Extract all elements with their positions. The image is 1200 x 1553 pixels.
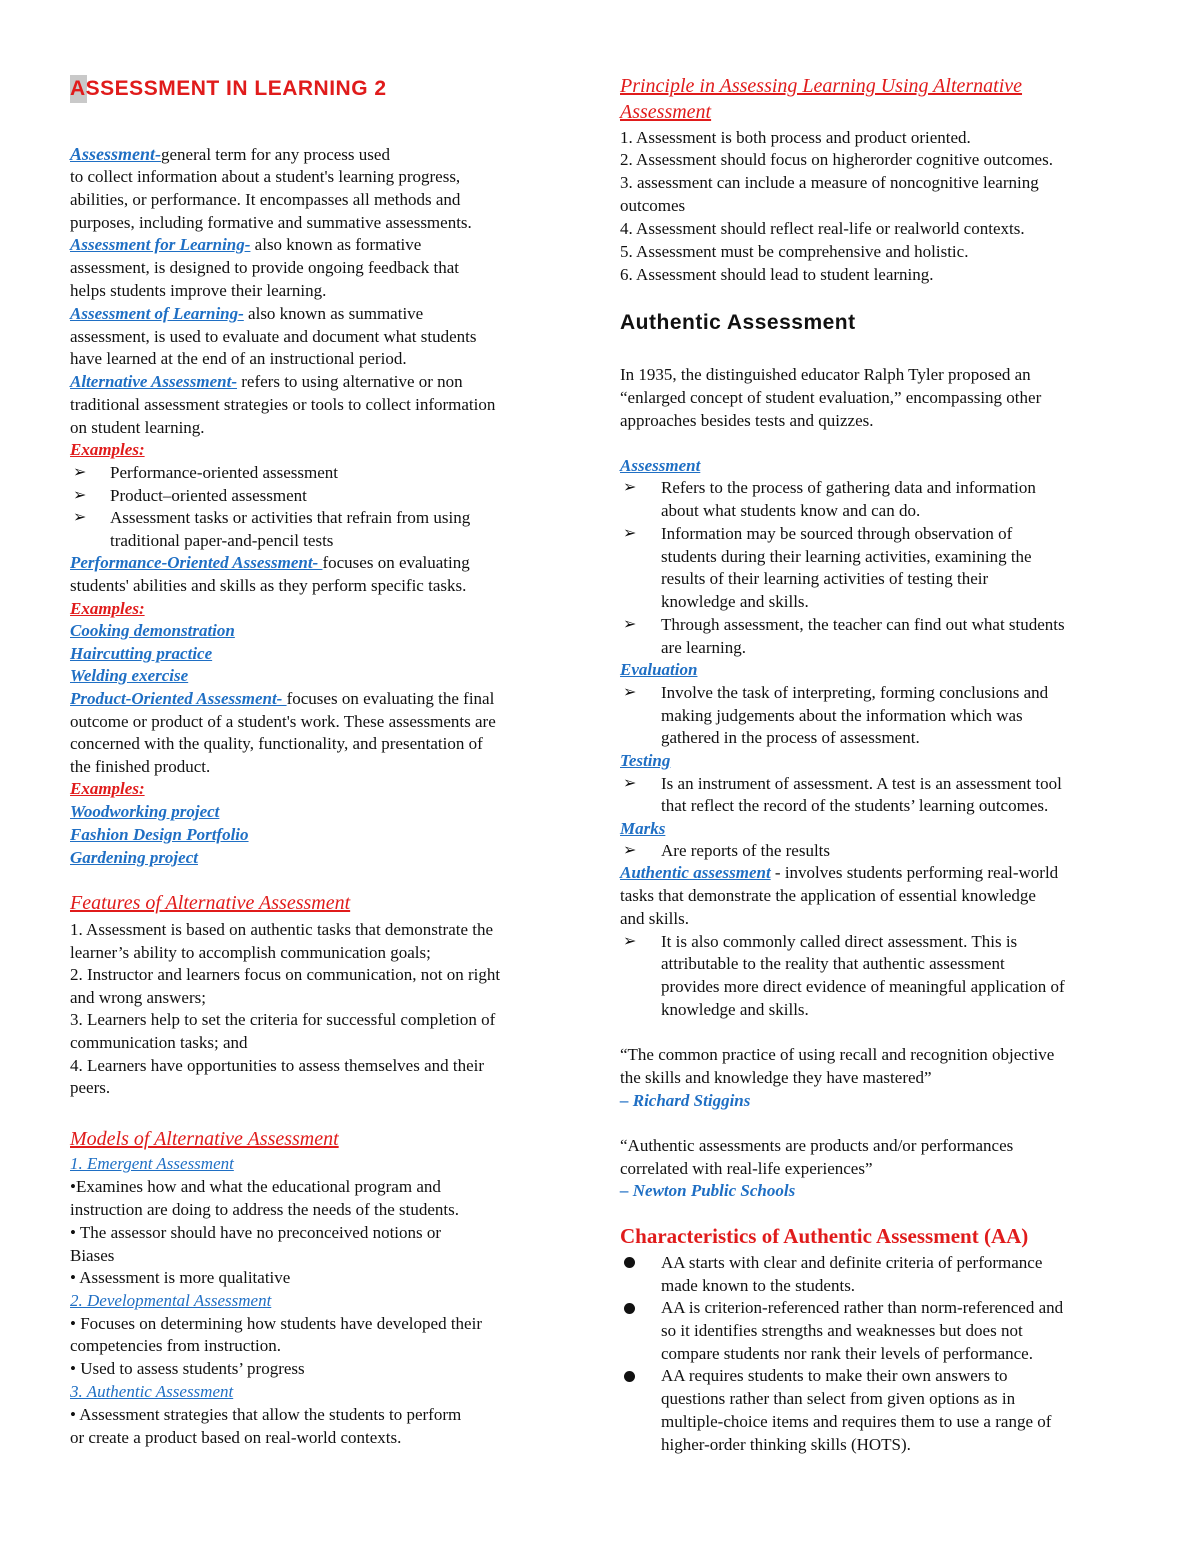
- principle-title-line2: Assessment: [620, 101, 712, 123]
- text-line: and skills.: [620, 909, 689, 928]
- text-line: “enlarged concept of student evaluation,” encompassing other: [620, 388, 1042, 407]
- list-item: students during their learning activities, examining the: [661, 547, 1032, 566]
- examples-label: Examples:: [70, 440, 145, 459]
- text-line: purposes, including formative and summative assessments.: [70, 213, 472, 232]
- list-item: Is an instrument of assessment. A test is an assessment tool: [661, 774, 1062, 793]
- assessment-label: Assessment: [620, 456, 701, 475]
- evaluation-label: Evaluation: [620, 660, 698, 679]
- text-line: • The assessor should have no preconceived notions or: [70, 1223, 442, 1242]
- list-item: knowledge and skills.: [661, 1000, 809, 1019]
- list-item: questions rather than select from given options as in: [661, 1389, 1016, 1408]
- afl-definition: Assessment for Learning- also known as formative: [70, 235, 422, 254]
- list-item: AA starts with clear and definite criteria of performance: [661, 1253, 1043, 1272]
- model3-title: 3. Authentic Assessment: [70, 1382, 234, 1401]
- list-item: Performance-oriented assessment: [110, 463, 338, 482]
- alt-definition: Alternative Assessment- refers to using alternative or non: [70, 372, 463, 391]
- arrow-bullet-icon: ➢: [623, 933, 637, 950]
- text-line: or create a product based on real-world contexts.: [70, 1428, 402, 1447]
- text-line: approaches besides tests and quizzes.: [620, 411, 874, 430]
- text-line: outcome or product of a student's work. These assessments are: [70, 712, 496, 731]
- text-line: assessment, is designed to provide ongoing feedback that: [70, 258, 460, 277]
- features-title: Features of Alternative Assessment: [70, 892, 351, 914]
- feature-line: peers.: [70, 1078, 111, 1097]
- dot-bullet-icon: [624, 1369, 635, 1387]
- afl-term: Assessment for Learning-: [70, 235, 251, 254]
- list-item: AA requires students to make their own answers to: [661, 1366, 1008, 1385]
- list-item: gathered in the process of assessment.: [661, 728, 920, 747]
- list-item: traditional paper-and-pencil tests: [110, 531, 334, 550]
- text-line: competencies from instruction.: [70, 1336, 282, 1355]
- list-item: about what students know and can do.: [661, 501, 921, 520]
- list-item: Assessment tasks or activities that refrain from using: [110, 508, 471, 527]
- prod-example: Gardening project: [70, 848, 198, 867]
- models-title: Models of Alternative Assessment: [70, 1128, 339, 1150]
- quote-line: correlated with real-life experiences”: [620, 1159, 873, 1178]
- prod-example: Fashion Design Portfolio: [70, 825, 249, 844]
- arrow-bullet-icon: ➢: [623, 842, 637, 859]
- list-item: higher-order thinking skills (HOTS).: [661, 1435, 911, 1454]
- model2-title: 2. Developmental Assessment: [70, 1291, 272, 1310]
- list-item: making judgements about the information which was: [661, 706, 1023, 725]
- list-item: multiple-choice items and requires them to use a range of: [661, 1412, 1052, 1431]
- principle-line: 4. Assessment should reflect real-life or realworld contexts.: [620, 219, 1025, 238]
- text-line: In 1935, the distinguished educator Ralph Tyler proposed an: [620, 365, 1031, 384]
- list-item: Are reports of the results: [661, 841, 831, 860]
- principle-line: 5. Assessment must be comprehensive and holistic.: [620, 242, 969, 261]
- text-line: tasks that demonstrate the application of essential knowledge: [620, 886, 1036, 905]
- text-line: • Assessment strategies that allow the students to perform: [70, 1405, 462, 1424]
- quote-author: – Richard Stiggins: [620, 1091, 751, 1110]
- principle-line: 1. Assessment is both process and product oriented.: [620, 128, 971, 147]
- perf-example: Cooking demonstration: [70, 621, 235, 640]
- text-line: on student learning.: [70, 418, 205, 437]
- text-line: abilities, or performance. It encompasses all methods and: [70, 190, 461, 209]
- list-item: attributable to the reality that authentic assessment: [661, 954, 1005, 973]
- list-item: compare students nor rank their levels of performance.: [661, 1344, 1033, 1363]
- characteristics-title: Characteristics of Authentic Assessment (AA): [620, 1224, 1029, 1248]
- arrow-bullet-icon: ➢: [623, 525, 637, 542]
- feature-line: learner’s ability to accomplish communication goals;: [70, 943, 431, 962]
- principle-title-line1: Principle in Assessing Learning Using Alternative: [620, 75, 1023, 97]
- list-item: Information may be sourced through observation of: [661, 524, 1013, 543]
- text-line: students' abilities and skills as they perform specific tasks.: [70, 576, 467, 595]
- page-title: ASSESSMENT IN LEARNING 2: [70, 77, 387, 100]
- text-line: Biases: [70, 1246, 115, 1265]
- perf-example: Haircutting practice: [70, 644, 213, 663]
- dot-bullet-icon: [624, 1255, 635, 1273]
- list-item: knowledge and skills.: [661, 592, 809, 611]
- aa-definition: Authentic assessment - involves students performing real-world: [620, 863, 1059, 882]
- arrow-bullet-icon: ➢: [73, 487, 87, 504]
- dot-bullet-icon: [624, 1301, 635, 1319]
- text-line: helps students improve their learning.: [70, 281, 327, 300]
- list-item: that reflect the record of the students’ learning outcomes.: [661, 796, 1049, 815]
- quote-line: “The common practice of using recall and recognition objective: [620, 1045, 1055, 1064]
- text-line: assessment, is used to evaluate and document what students: [70, 327, 477, 346]
- authentic-title: Authentic Assessment: [620, 311, 856, 334]
- list-item: Refers to the process of gathering data and information: [661, 478, 1036, 497]
- quote-line: the skills and knowledge they have mastered”: [620, 1068, 932, 1087]
- feature-line: and wrong answers;: [70, 988, 206, 1007]
- aa-term: Authentic assessment: [620, 863, 771, 882]
- aol-term: Assessment of Learning-: [70, 304, 244, 323]
- text-line: instruction are doing to address the needs of the students.: [70, 1200, 460, 1219]
- prod-example: Woodworking project: [70, 802, 220, 821]
- list-item: results of their learning activities of testing their: [661, 569, 989, 588]
- principle-line: 2. Assessment should focus on higherorder cognitive outcomes.: [620, 150, 1053, 169]
- prod-term: Product-Oriented Assessment-: [70, 689, 287, 708]
- text-line: concerned with the quality, functionality, and presentation of: [70, 734, 483, 753]
- assessment-term: Assessment-: [70, 144, 162, 164]
- list-item: Through assessment, the teacher can find out what students: [661, 615, 1065, 634]
- examples-label: Examples:: [70, 779, 145, 798]
- feature-line: 2. Instructor and learners focus on communication, not on right: [70, 965, 501, 984]
- prod-definition: Product-Oriented Assessment- focuses on evaluating the final: [70, 689, 495, 708]
- arrow-bullet-icon: ➢: [623, 616, 637, 633]
- feature-line: 1. Assessment is based on authentic tasks that demonstrate the: [70, 920, 494, 939]
- examples-label: Examples:: [70, 599, 145, 618]
- feature-line: communication tasks; and: [70, 1033, 248, 1052]
- text-line: •Examines how and what the educational program and: [70, 1177, 441, 1196]
- arrow-bullet-icon: ➢: [73, 509, 87, 526]
- text-line: to collect information about a student's learning progress,: [70, 167, 461, 186]
- feature-line: 4. Learners have opportunities to assess themselves and their: [70, 1056, 485, 1075]
- list-item: are learning.: [661, 638, 746, 657]
- list-item: AA is criterion-referenced rather than norm-referenced and: [661, 1298, 1064, 1317]
- list-item: made known to the students.: [661, 1276, 856, 1295]
- arrow-bullet-icon: ➢: [623, 479, 637, 496]
- text-line: the finished product.: [70, 757, 211, 776]
- text-line: • Assessment is more qualitative: [70, 1268, 291, 1287]
- arrow-bullet-icon: ➢: [73, 464, 87, 481]
- principle-line: 6. Assessment should lead to student learning.: [620, 265, 934, 284]
- text-line: • Focuses on determining how students have developed their: [70, 1314, 482, 1333]
- quote-line: “Authentic assessments are products and/or performances: [620, 1136, 1014, 1155]
- principle-line: outcomes: [620, 196, 686, 215]
- alt-term: Alternative Assessment-: [70, 372, 238, 391]
- assessment-definition: Assessment-general term for any process used: [70, 144, 390, 164]
- arrow-bullet-icon: ➢: [623, 684, 637, 701]
- list-item: Involve the task of interpreting, forming conclusions and: [661, 683, 1049, 702]
- quote-author: – Newton Public Schools: [620, 1181, 796, 1200]
- perf-example: Welding exercise: [70, 666, 189, 685]
- text-line: • Used to assess students’ progress: [70, 1359, 305, 1378]
- text-line: have learned at the end of an instructional period.: [70, 349, 407, 368]
- list-item: It is also commonly called direct assessment. This is: [661, 932, 1018, 951]
- list-item: provides more direct evidence of meaningful application of: [661, 977, 1065, 996]
- marks-label: Marks: [620, 819, 666, 838]
- testing-label: Testing: [620, 751, 671, 770]
- principle-line: 3. assessment can include a measure of noncognitive learning: [620, 173, 1039, 192]
- list-item: so it identifies strengths and weaknesses but does not: [661, 1321, 1023, 1340]
- aol-definition: Assessment of Learning- also known as summative: [70, 304, 424, 323]
- feature-line: 3. Learners help to set the criteria for successful completion of: [70, 1010, 496, 1029]
- perf-definition: Performance-Oriented Assessment- focuses on evaluating: [70, 553, 470, 572]
- list-item: Product–oriented assessment: [110, 486, 307, 505]
- text-line: traditional assessment strategies or tools to collect information: [70, 395, 496, 414]
- perf-term: Performance-Oriented Assessment-: [70, 553, 323, 572]
- model1-title: 1. Emergent Assessment: [70, 1154, 234, 1173]
- arrow-bullet-icon: ➢: [623, 775, 637, 792]
